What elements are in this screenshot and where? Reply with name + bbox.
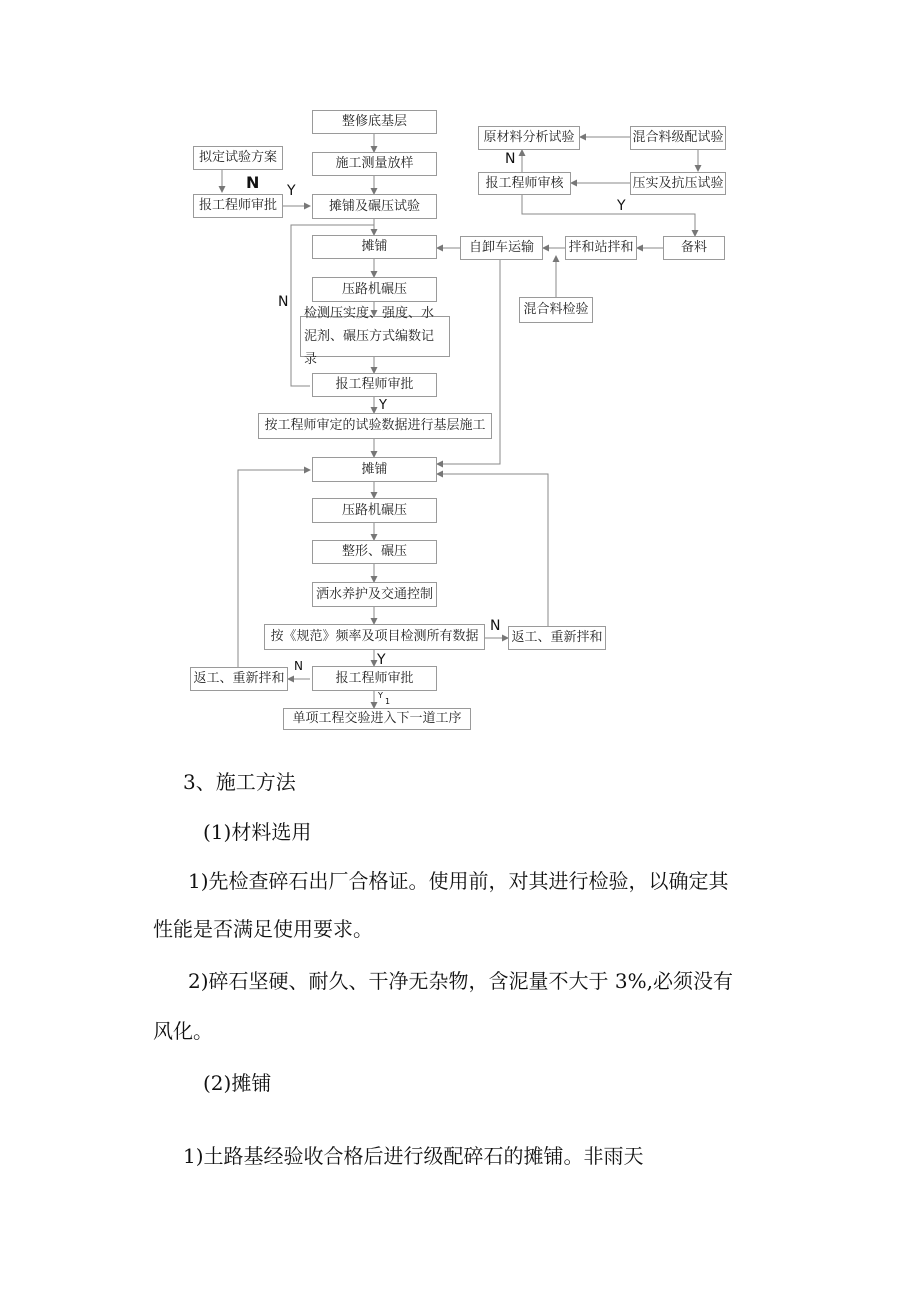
y-label: Y bbox=[617, 198, 626, 214]
step-box: 摊铺 bbox=[312, 457, 437, 482]
step-box: 报工程师审批 bbox=[312, 666, 437, 691]
y-label: Y bbox=[378, 691, 383, 700]
paragraph-line: 1)土路基经验收合格后进行级配碎石的摊铺。非雨天 bbox=[183, 1144, 644, 1168]
side-box: 拌和站拌和 bbox=[565, 236, 637, 260]
step-box: 压路机碾压 bbox=[312, 277, 437, 302]
step-box: 检测压实度、强度、水泥剂、碾压方式编数记录 bbox=[300, 316, 450, 357]
paragraph-line: 2)碎石坚硬、耐久、干净无杂物，含泥量不大于 3%,必须没有 bbox=[188, 969, 733, 993]
y-label: Y bbox=[379, 398, 387, 413]
step-box: 施工测量放样 bbox=[312, 152, 437, 176]
step-box: 摊铺 bbox=[312, 235, 437, 259]
step-box: 压路机碾压 bbox=[312, 498, 437, 523]
side-box: 自卸车运输 bbox=[460, 236, 543, 260]
section-heading: 3、施工方法 bbox=[183, 770, 296, 794]
step-box: 整修底基层 bbox=[312, 110, 437, 134]
n-label: N bbox=[278, 294, 289, 310]
side-box: 原材料分析试验 bbox=[478, 126, 580, 150]
side-box: 报工程师审批 bbox=[193, 194, 283, 218]
side-box: 混合料级配试验 bbox=[630, 126, 726, 150]
n-label: N bbox=[490, 618, 501, 634]
paragraph-line: 1)先检查碎石出厂合格证。使用前，对其进行检验，以确定其 bbox=[188, 869, 729, 893]
side-box: 备料 bbox=[663, 236, 725, 260]
n-label: N bbox=[246, 173, 260, 192]
side-box: 压实及抗压试验 bbox=[630, 172, 726, 195]
step-box: 洒水养护及交通控制 bbox=[312, 582, 437, 607]
side-box: 混合料检验 bbox=[519, 297, 593, 323]
y-label: Y bbox=[377, 652, 386, 668]
step-box: 报工程师审批 bbox=[312, 373, 437, 397]
step-box: 按《规范》频率及项目检测所有数据 bbox=[264, 624, 485, 650]
subsection-heading: (2)摊铺 bbox=[203, 1071, 272, 1095]
y-label-mark: 1 bbox=[385, 697, 391, 706]
n-label: N bbox=[294, 659, 303, 673]
side-box: 拟定试验方案 bbox=[193, 146, 283, 170]
side-box: 返工、重新拌和 bbox=[190, 667, 288, 691]
paragraph-line: 性能是否满足使用要求。 bbox=[153, 917, 373, 941]
step-box: 单项工程交验进入下一道工序 bbox=[283, 708, 471, 730]
side-box: 报工程师审核 bbox=[478, 172, 571, 195]
paragraph-line: 风化。 bbox=[153, 1019, 213, 1043]
step-box: 整形、碾压 bbox=[312, 540, 437, 564]
step-box: 按工程师审定的试验数据进行基层施工 bbox=[258, 413, 492, 439]
y-label: Y bbox=[287, 183, 296, 199]
step-box: 摊铺及碾压试验 bbox=[312, 194, 437, 219]
side-box: 返工、重新拌和 bbox=[508, 626, 606, 650]
subsection-heading: (1)材料选用 bbox=[203, 820, 312, 844]
n-label: N bbox=[505, 151, 516, 167]
